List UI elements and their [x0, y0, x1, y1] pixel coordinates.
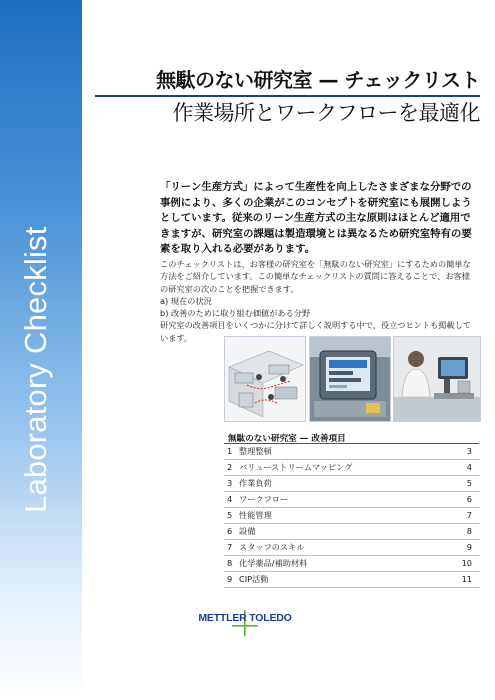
row-label: バリューストリームマッピング: [239, 462, 353, 472]
body-list-item-a: a) 現在の状況: [160, 295, 212, 306]
row-page: 9: [466, 542, 472, 552]
lab-technician-photo: [393, 336, 481, 422]
row-label: ワークフロー: [239, 494, 289, 504]
logo-wordmark: METTLER TOLEDO: [198, 612, 292, 624]
row-label: CIP活動: [239, 574, 269, 584]
row-label: 作業負荷: [239, 478, 272, 488]
page-subtitle: 作業場所とワークフローを最適化: [172, 101, 480, 125]
intro-paragraph: 「リーン生産方式」によって生産性を向上したさまざまな分野での事例により、多くの企業がこのコンセプトを研究室にも展開しようとしています。従来のリーン生産方式の主な原則はほとんど適用できますが、研究室の課題は製造環境とは異なるため研究室特有の要素を取り入れる必要があります。: [160, 181, 472, 256]
row-number: 6: [227, 526, 233, 536]
row-number: 2: [227, 462, 233, 472]
row-page: 8: [466, 526, 472, 536]
row-number: 1: [227, 446, 233, 456]
row-number: 7: [227, 542, 233, 552]
row-page: 11: [461, 574, 472, 584]
body-text: [160, 258, 478, 344]
mettler-toledo-logo: [172, 610, 318, 636]
row-page: 6: [466, 494, 472, 504]
row-page: 10: [461, 558, 472, 568]
table-row: [224, 460, 479, 476]
row-label: 整理整頓: [239, 446, 272, 456]
vertical-title: Laboratory Checklist: [18, 226, 53, 513]
row-page: 4: [466, 462, 472, 472]
table-row: [224, 508, 479, 524]
improvement-table-title: 無駄のない研究室 — 改善項目: [228, 434, 346, 444]
improvement-table: [224, 443, 479, 588]
table-row: [224, 444, 479, 460]
row-number: 3: [227, 478, 233, 488]
body-paragraph-1: このチェックリストは、お客様の研究室を「無駄のない研究室」にするための簡単な方法をご紹介しています。この簡単なチェックリストの質問に答えることで、お客様の研究室の次のことを把握できます。: [160, 259, 471, 294]
row-number: 4: [227, 494, 233, 504]
table-row: [224, 540, 479, 556]
balance-display-photo: [309, 336, 391, 422]
row-page: 3: [466, 446, 472, 456]
row-number: 9: [227, 574, 233, 584]
row-label: 性能管理: [239, 510, 272, 520]
row-label: 化学薬品/補助材料: [239, 558, 308, 568]
row-page: 5: [466, 478, 472, 488]
body-paragraph-2: 研究室の改善項目をいくつかに分けて詳しく説明する中で、役立つヒントも掲載しています。: [160, 320, 471, 343]
row-number: 5: [227, 510, 233, 520]
table-row: [224, 476, 479, 492]
table-row: [224, 524, 479, 540]
page-title: 無駄のない研究室 — チェックリスト: [156, 68, 480, 92]
row-number: 8: [227, 558, 233, 568]
table-row: [224, 572, 479, 588]
row-page: 7: [466, 510, 472, 520]
row-label: スタッフのスキル: [239, 542, 305, 552]
table-row: [224, 556, 479, 572]
table-row: [224, 492, 479, 508]
lab-layout-illustration: [224, 336, 306, 422]
body-list-item-b: b) 改善のために取り組む価値がある分野: [160, 308, 311, 319]
row-label: 設備: [239, 526, 256, 536]
